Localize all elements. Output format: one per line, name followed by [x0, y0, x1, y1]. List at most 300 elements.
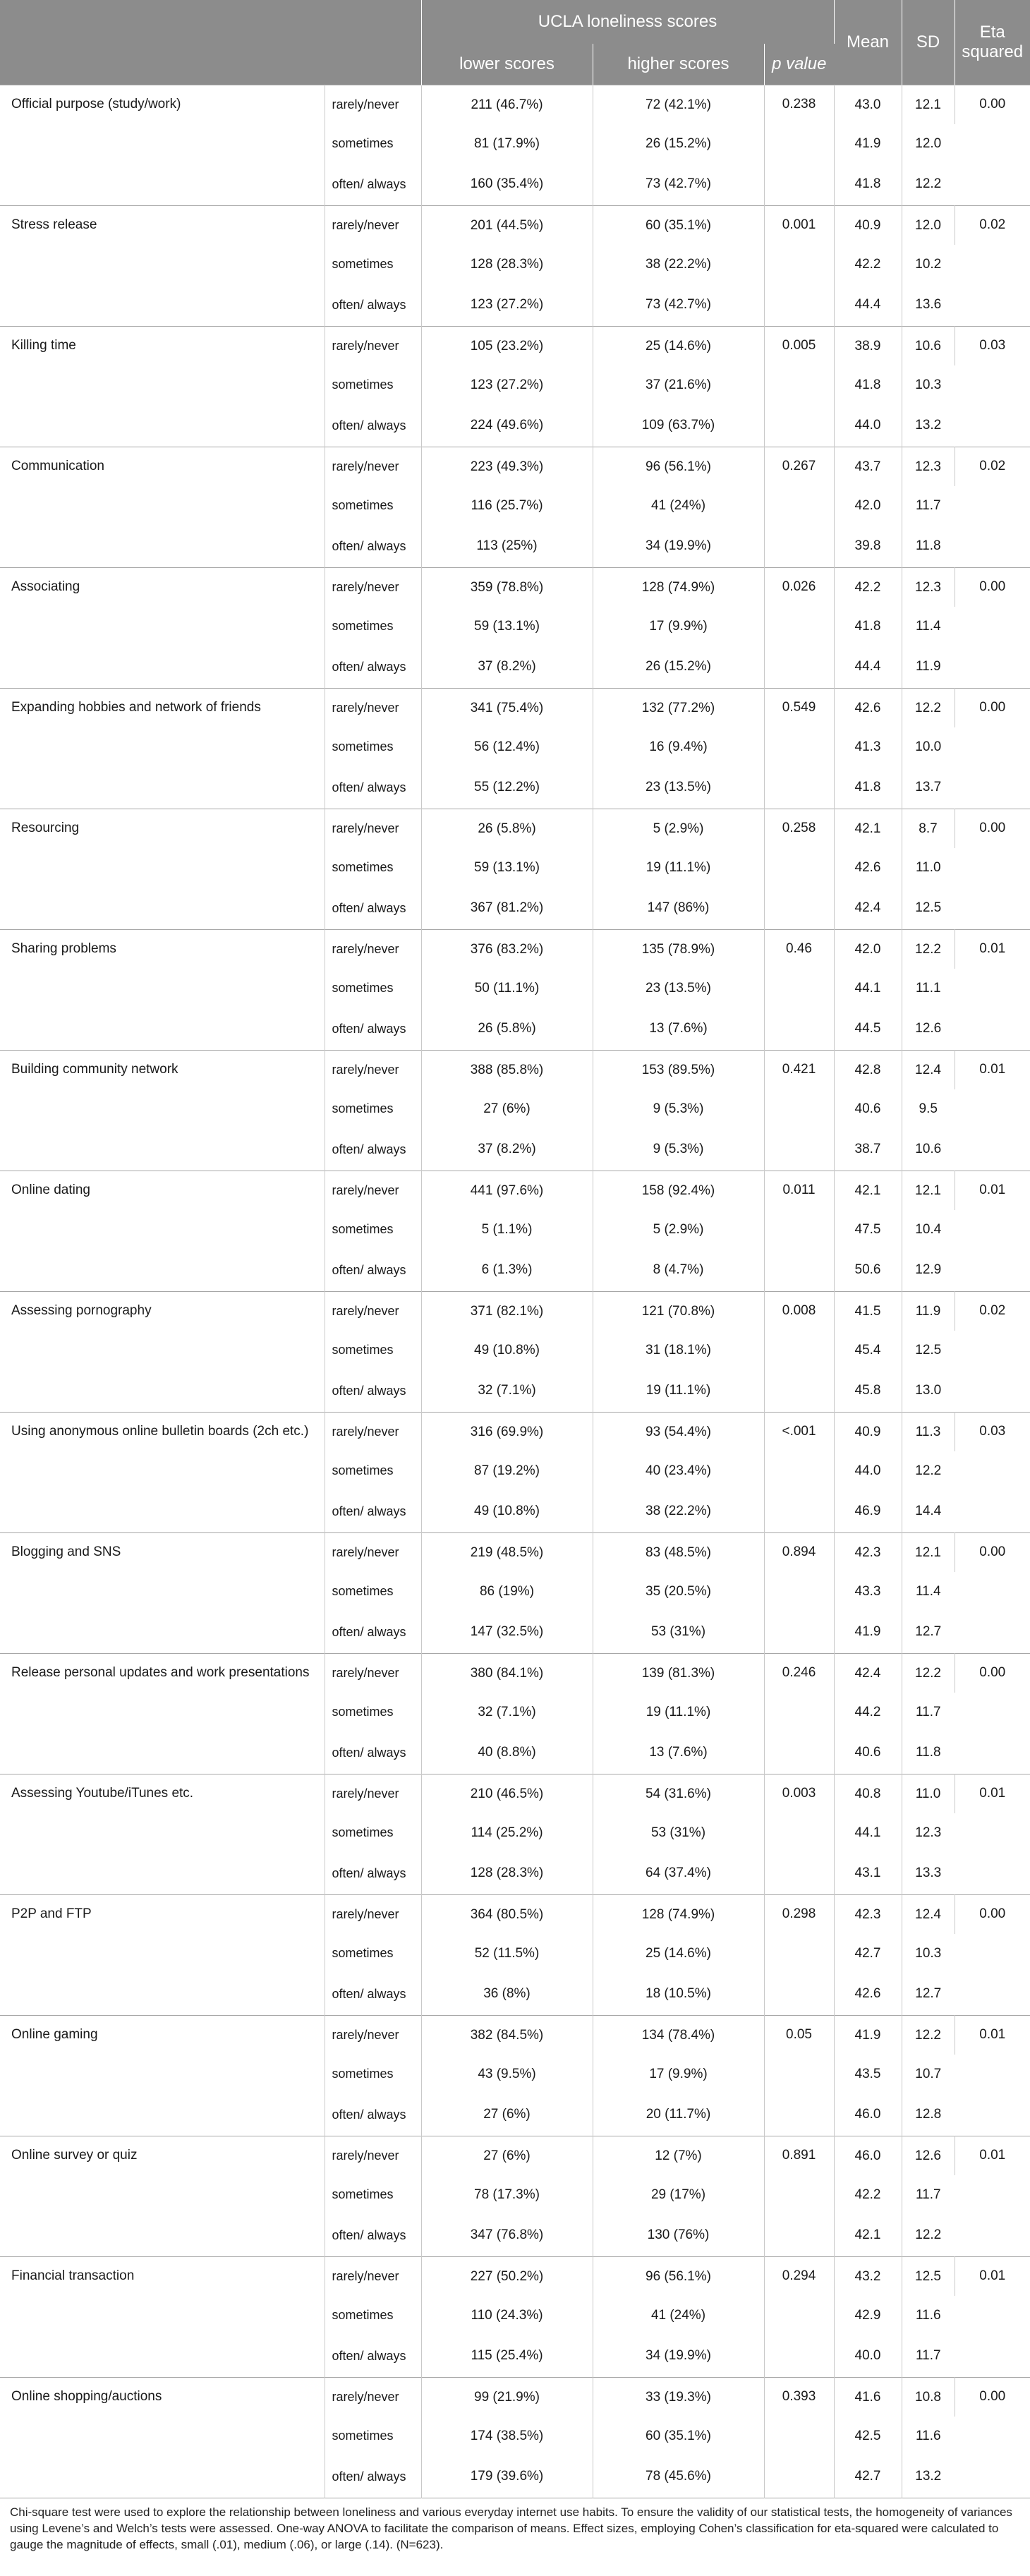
category-cell: Assessing Youtube/iTunes etc. — [0, 1774, 325, 1895]
mean-cell: 41.6 — [834, 2378, 902, 2417]
frequency-level-cell: rarely/never — [325, 2378, 421, 2417]
mean-cell: 42.9 — [834, 2296, 902, 2335]
sd-cell: 12.2 — [915, 176, 942, 191]
higher-scores-cell: 23 (13.5%) — [593, 766, 764, 809]
frequency-level-cell: often/ always — [325, 163, 421, 206]
higher-scores-cell: 34 (19.9%) — [593, 2335, 764, 2378]
frequency-level-cell: sometimes — [325, 727, 421, 766]
sd-cell: 10.7 — [915, 2066, 942, 2081]
mean-cell: 42.8 — [834, 1051, 902, 1090]
frequency-level-cell: rarely/never — [325, 1533, 421, 1573]
sd-cell: 12.2 — [902, 689, 955, 728]
sd-cell: 11.0 — [915, 859, 941, 875]
higher-scores-cell: 23 (13.5%) — [593, 969, 764, 1008]
higher-scores-cell: 38 (22.2%) — [593, 245, 764, 284]
table-row — [0, 2257, 1030, 2297]
header-lower-scores: lower scores — [421, 44, 593, 85]
lower-scores-cell: 123 (27.2%) — [421, 365, 593, 404]
frequency-level-cell: often/ always — [325, 1008, 421, 1051]
table-row — [0, 206, 1030, 246]
category-cell: Associating — [0, 568, 325, 689]
sd-cell: 10.6 — [902, 327, 955, 366]
category-cell: Using anonymous online bulletin boards (2ch etc.) — [0, 1413, 325, 1533]
sd-cell: 11.0 — [902, 1774, 955, 1814]
higher-scores-cell: 19 (11.1%) — [593, 1693, 764, 1731]
frequency-level-cell: rarely/never — [325, 1895, 421, 1935]
eta-squared-cell: 0.01 — [955, 2257, 1030, 2378]
sd-cell: 12.5 — [902, 2257, 955, 2297]
lower-scores-cell: 219 (48.5%) — [421, 1533, 593, 1573]
mean-cell: 40.0 — [834, 2335, 902, 2378]
higher-scores-cell: 96 (56.1%) — [593, 447, 764, 487]
mean-cell: 44.1 — [834, 1813, 902, 1852]
mean-cell: 41.8 — [834, 607, 902, 646]
frequency-level-cell: often/ always — [325, 284, 421, 327]
higher-scores-cell: 17 (9.9%) — [593, 607, 764, 646]
lower-scores-cell: 52 (11.5%) — [421, 1934, 593, 1973]
sd-cell: 12.2 — [902, 2016, 955, 2055]
eta-squared-cell: 0.02 — [955, 447, 1030, 568]
higher-scores-cell: 26 (15.2%) — [593, 124, 764, 163]
mean-cell: 41.8 — [834, 766, 902, 809]
lower-scores-cell: 367 (81.2%) — [421, 887, 593, 930]
sd-cell: 13.2 — [915, 418, 942, 433]
table-footnote: Chi-square test were used to explore the relationship between loneliness and various everyday internet use habits. To ensure the validity of our statistical tests, the homogeneity of variances using Levene’s and Welch’s tests were assessed. One-way ANOVA to facilitate the comparison of means. Effect sizes, employing Cohen’s classification for eta-squared were calculated to gauge the magnitude of effects, small (.01), medium (.06), or large (.14). (N=623). — [10, 2505, 1012, 2551]
lower-scores-cell: 26 (5.8%) — [421, 809, 593, 849]
mean-cell: 42.5 — [834, 2417, 902, 2455]
header-mean: Mean — [834, 0, 902, 85]
higher-scores-cell: 72 (42.1%) — [593, 85, 764, 125]
eta-squared-cell: 0.00 — [955, 1654, 1030, 1774]
sd-cell: 13.3 — [915, 1866, 942, 1880]
table-row — [0, 447, 1030, 487]
higher-scores-cell: 9 (5.3%) — [593, 1089, 764, 1128]
eta-squared-cell: 0.02 — [955, 206, 1030, 327]
higher-scores-cell: 35 (20.5%) — [593, 1572, 764, 1611]
header-sd: SD — [902, 0, 955, 85]
mean-cell: 38.7 — [834, 1128, 902, 1171]
higher-scores-cell: 5 (2.9%) — [593, 809, 764, 849]
eta-squared-cell: 0.03 — [955, 1413, 1030, 1533]
lower-scores-cell: 81 (17.9%) — [421, 124, 593, 163]
sd-cell: 12.2 — [915, 1463, 942, 1478]
p-value-cell: 0.246 — [764, 1654, 834, 1774]
table-row — [0, 1292, 1030, 1331]
table-row — [0, 2378, 1030, 2417]
sd-cell: 10.6 — [915, 1142, 942, 1156]
lower-scores-cell: 49 (10.8%) — [421, 1490, 593, 1533]
mean-cell: 42.6 — [834, 689, 902, 728]
lower-scores-cell: 174 (38.5%) — [421, 2417, 593, 2455]
header-eta: Eta squared — [955, 0, 1030, 85]
mean-cell: 40.9 — [834, 206, 902, 246]
table-body — [0, 85, 1030, 2498]
lower-scores-cell: 40 (8.8%) — [421, 1731, 593, 1774]
higher-scores-cell: 5 (2.9%) — [593, 1210, 764, 1249]
table-row — [0, 1413, 1030, 1452]
sd-cell: 11.6 — [915, 2428, 941, 2443]
mean-cell: 38.9 — [834, 327, 902, 366]
eta-squared-cell: 0.03 — [955, 327, 1030, 447]
table-row — [0, 568, 1030, 607]
mean-cell: 41.8 — [834, 365, 902, 404]
lower-scores-cell: 359 (78.8%) — [421, 568, 593, 607]
p-value-cell: 0.891 — [764, 2136, 834, 2257]
lower-scores-cell: 201 (44.5%) — [421, 206, 593, 246]
sd-cell: 11.7 — [915, 497, 941, 513]
category-cell: Online gaming — [0, 2016, 325, 2136]
mean-cell: 42.3 — [834, 1533, 902, 1573]
frequency-level-cell: often/ always — [325, 1611, 421, 1654]
lower-scores-cell: 32 (7.1%) — [421, 1693, 593, 1731]
mean-cell: 50.6 — [834, 1249, 902, 1292]
p-value-cell: 0.05 — [764, 2016, 834, 2136]
frequency-level-cell: rarely/never — [325, 206, 421, 246]
lower-scores-cell: 87 (19.2%) — [421, 1451, 593, 1490]
eta-squared-cell: 0.01 — [955, 2136, 1030, 2257]
table-row — [0, 1654, 1030, 1693]
sd-cell: 12.4 — [902, 1051, 955, 1090]
mean-cell: 40.8 — [834, 1774, 902, 1814]
sd-cell: 12.5 — [915, 900, 942, 915]
higher-scores-cell: 38 (22.2%) — [593, 1490, 764, 1533]
category-cell: Resourcing — [0, 809, 325, 930]
higher-scores-cell: 135 (78.9%) — [593, 930, 764, 969]
frequency-level-cell: sometimes — [325, 1813, 421, 1852]
lower-scores-cell: 59 (13.1%) — [421, 848, 593, 887]
lower-scores-cell: 49 (10.8%) — [421, 1331, 593, 1369]
frequency-level-cell: sometimes — [325, 969, 421, 1008]
higher-scores-cell: 19 (11.1%) — [593, 1369, 764, 1413]
eta-squared-cell: 0.00 — [955, 2378, 1030, 2498]
frequency-level-cell: rarely/never — [325, 809, 421, 849]
table-row — [0, 327, 1030, 366]
higher-scores-cell: 40 (23.4%) — [593, 1451, 764, 1490]
higher-scores-cell: 19 (11.1%) — [593, 848, 764, 887]
mean-cell: 42.0 — [834, 486, 902, 525]
table-header — [0, 0, 1030, 85]
lower-scores-cell: 59 (13.1%) — [421, 607, 593, 646]
lower-scores-cell: 27 (6%) — [421, 2136, 593, 2176]
sd-cell: 13.7 — [915, 780, 942, 794]
frequency-level-cell: often/ always — [325, 404, 421, 447]
sd-cell: 12.0 — [915, 135, 942, 151]
lower-scores-cell: 160 (35.4%) — [421, 163, 593, 206]
frequency-level-cell: often/ always — [325, 766, 421, 809]
mean-cell: 43.7 — [834, 447, 902, 487]
frequency-level-cell: rarely/never — [325, 2016, 421, 2055]
sd-cell: 12.5 — [915, 1342, 942, 1357]
eta-squared-cell: 0.01 — [955, 1171, 1030, 1292]
lower-scores-cell: 114 (25.2%) — [421, 1813, 593, 1852]
sd-cell: 12.8 — [915, 2107, 942, 2122]
mean-cell: 43.3 — [834, 1572, 902, 1611]
higher-scores-cell: 13 (7.6%) — [593, 1008, 764, 1051]
higher-scores-cell: 20 (11.7%) — [593, 2093, 764, 2136]
category-cell: Financial transaction — [0, 2257, 325, 2378]
sd-cell: 11.7 — [915, 1704, 941, 1719]
frequency-level-cell: sometimes — [325, 1210, 421, 1249]
sd-cell: 12.1 — [902, 1533, 955, 1573]
higher-scores-cell: 29 (17%) — [593, 2175, 764, 2214]
mean-cell: 47.5 — [834, 1210, 902, 1249]
mean-cell: 41.9 — [834, 124, 902, 163]
lower-scores-cell: 128 (28.3%) — [421, 245, 593, 284]
mean-cell: 42.0 — [834, 930, 902, 969]
mean-cell: 42.2 — [834, 568, 902, 607]
higher-scores-cell: 132 (77.2%) — [593, 689, 764, 728]
mean-cell: 45.4 — [834, 1331, 902, 1369]
category-cell: Building community network — [0, 1051, 325, 1171]
mean-cell: 42.4 — [834, 1654, 902, 1693]
category-cell: Online survey or quiz — [0, 2136, 325, 2257]
mean-cell: 39.8 — [834, 525, 902, 568]
category-cell: Killing time — [0, 327, 325, 447]
mean-cell: 42.7 — [834, 1934, 902, 1973]
category-cell: Expanding hobbies and network of friends — [0, 689, 325, 809]
frequency-level-cell: sometimes — [325, 1451, 421, 1490]
sd-cell: 12.6 — [902, 2136, 955, 2176]
higher-scores-cell: 158 (92.4%) — [593, 1171, 764, 1211]
lower-scores-cell: 27 (6%) — [421, 2093, 593, 2136]
frequency-level-cell: often/ always — [325, 646, 421, 689]
frequency-level-cell: sometimes — [325, 2296, 421, 2335]
p-value-cell: 0.421 — [764, 1051, 834, 1171]
higher-scores-cell: 64 (37.4%) — [593, 1852, 764, 1895]
lower-scores-cell: 227 (50.2%) — [421, 2257, 593, 2297]
table-row — [0, 85, 1030, 125]
lower-scores-cell: 224 (49.6%) — [421, 404, 593, 447]
frequency-level-cell: often/ always — [325, 1128, 421, 1171]
higher-scores-cell: 53 (31%) — [593, 1611, 764, 1654]
sd-cell: 12.4 — [902, 1895, 955, 1935]
higher-scores-cell: 31 (18.1%) — [593, 1331, 764, 1369]
eta-squared-cell: 0.01 — [955, 2016, 1030, 2136]
sd-cell: 8.7 — [902, 809, 955, 849]
frequency-level-cell: rarely/never — [325, 85, 421, 125]
mean-cell: 40.9 — [834, 1413, 902, 1452]
higher-scores-cell: 9 (5.3%) — [593, 1128, 764, 1171]
eta-squared-cell: 0.01 — [955, 1774, 1030, 1895]
sd-cell: 10.2 — [915, 256, 942, 272]
mean-cell: 42.3 — [834, 1895, 902, 1935]
mean-cell: 46.9 — [834, 1490, 902, 1533]
frequency-level-cell: sometimes — [325, 1089, 421, 1128]
frequency-level-cell: sometimes — [325, 2175, 421, 2214]
sd-cell: 11.9 — [902, 1292, 955, 1331]
lower-scores-cell: 380 (84.1%) — [421, 1654, 593, 1693]
lower-scores-cell: 388 (85.8%) — [421, 1051, 593, 1090]
eta-squared-cell: 0.02 — [955, 1292, 1030, 1413]
p-value-cell: 0.393 — [764, 2378, 834, 2498]
frequency-level-cell: rarely/never — [325, 1292, 421, 1331]
mean-cell: 42.6 — [834, 1973, 902, 2016]
p-value-cell: 0.298 — [764, 1895, 834, 2016]
frequency-level-cell: sometimes — [325, 607, 421, 646]
higher-scores-cell: 109 (63.7%) — [593, 404, 764, 447]
sd-cell: 11.9 — [915, 659, 941, 674]
frequency-level-cell: often/ always — [325, 2214, 421, 2257]
frequency-level-cell: often/ always — [325, 1731, 421, 1774]
frequency-level-cell: often/ always — [325, 1852, 421, 1895]
lower-scores-cell: 27 (6%) — [421, 1089, 593, 1128]
frequency-level-cell: often/ always — [325, 1249, 421, 1292]
lower-scores-cell: 382 (84.5%) — [421, 2016, 593, 2055]
lower-scores-cell: 86 (19%) — [421, 1572, 593, 1611]
lower-scores-cell: 223 (49.3%) — [421, 447, 593, 487]
lower-scores-cell: 123 (27.2%) — [421, 284, 593, 327]
higher-scores-cell: 41 (24%) — [593, 2296, 764, 2335]
higher-scores-cell: 53 (31%) — [593, 1813, 764, 1852]
category-cell: Online shopping/auctions — [0, 2378, 325, 2498]
higher-scores-cell: 16 (9.4%) — [593, 727, 764, 766]
mean-cell: 43.1 — [834, 1852, 902, 1895]
sd-cell: 12.7 — [915, 1624, 942, 1639]
sd-cell: 10.3 — [915, 1945, 942, 1961]
sd-cell: 12.2 — [902, 930, 955, 969]
p-value-cell: 0.46 — [764, 930, 834, 1051]
higher-scores-cell: 8 (4.7%) — [593, 1249, 764, 1292]
frequency-level-cell: often/ always — [325, 1973, 421, 2016]
lower-scores-cell: 56 (12.4%) — [421, 727, 593, 766]
frequency-level-cell: rarely/never — [325, 447, 421, 487]
mean-cell: 42.1 — [834, 1171, 902, 1211]
p-value-cell: 0.001 — [764, 206, 834, 327]
lower-scores-cell: 43 (9.5%) — [421, 2055, 593, 2093]
higher-scores-cell: 33 (19.3%) — [593, 2378, 764, 2417]
sd-cell: 12.9 — [915, 1262, 942, 1277]
lower-scores-cell: 441 (97.6%) — [421, 1171, 593, 1211]
mean-cell: 42.7 — [834, 2455, 902, 2498]
lower-scores-cell: 210 (46.5%) — [421, 1774, 593, 1814]
mean-cell: 44.5 — [834, 1008, 902, 1051]
frequency-level-cell: often/ always — [325, 1490, 421, 1533]
table-row — [0, 1774, 1030, 1814]
table-row — [0, 689, 1030, 728]
mean-cell: 44.0 — [834, 1451, 902, 1490]
higher-scores-cell: 13 (7.6%) — [593, 1731, 764, 1774]
sd-cell: 13.6 — [915, 297, 942, 312]
mean-cell: 43.5 — [834, 2055, 902, 2093]
sd-cell: 11.4 — [915, 618, 941, 634]
p-value-cell: <.001 — [764, 1413, 834, 1533]
sd-cell: 11.8 — [915, 538, 941, 553]
lower-scores-cell: 364 (80.5%) — [421, 1895, 593, 1935]
mean-cell: 44.4 — [834, 646, 902, 689]
p-value-cell: 0.011 — [764, 1171, 834, 1292]
frequency-level-cell: sometimes — [325, 1572, 421, 1611]
higher-scores-cell: 18 (10.5%) — [593, 1973, 764, 2016]
category-cell: Assessing pornography — [0, 1292, 325, 1413]
mean-cell: 41.5 — [834, 1292, 902, 1331]
mean-cell: 42.2 — [834, 245, 902, 284]
sd-cell: 12.7 — [915, 1986, 942, 2001]
sd-cell: 12.2 — [915, 2227, 942, 2242]
lower-scores-cell: 78 (17.3%) — [421, 2175, 593, 2214]
frequency-level-cell: often/ always — [325, 2335, 421, 2378]
sd-cell: 12.3 — [915, 1825, 942, 1840]
sd-cell: 11.7 — [915, 2348, 941, 2363]
higher-scores-cell: 60 (35.1%) — [593, 2417, 764, 2455]
higher-scores-cell: 17 (9.9%) — [593, 2055, 764, 2093]
sd-cell: 12.3 — [902, 447, 955, 487]
frequency-level-cell: rarely/never — [325, 568, 421, 607]
mean-cell: 42.4 — [834, 887, 902, 930]
frequency-level-cell: rarely/never — [325, 689, 421, 728]
category-cell: Stress release — [0, 206, 325, 327]
table-row — [0, 2136, 1030, 2176]
p-value-cell: 0.005 — [764, 327, 834, 447]
lower-scores-cell: 5 (1.1%) — [421, 1210, 593, 1249]
mean-cell: 41.9 — [834, 2016, 902, 2055]
mean-cell: 42.1 — [834, 2214, 902, 2257]
p-value-cell: 0.003 — [764, 1774, 834, 1895]
sd-cell: 10.3 — [915, 377, 942, 392]
lower-scores-cell: 347 (76.8%) — [421, 2214, 593, 2257]
lower-scores-cell: 376 (83.2%) — [421, 930, 593, 969]
frequency-level-cell: rarely/never — [325, 1654, 421, 1693]
lower-scores-cell: 105 (23.2%) — [421, 327, 593, 366]
higher-scores-cell: 78 (45.6%) — [593, 2455, 764, 2498]
frequency-level-cell: sometimes — [325, 2055, 421, 2093]
table-row — [0, 2016, 1030, 2055]
frequency-level-cell: often/ always — [325, 1369, 421, 1413]
frequency-level-cell: rarely/never — [325, 2257, 421, 2297]
mean-cell: 42.2 — [834, 2175, 902, 2214]
frequency-level-cell: rarely/never — [325, 2136, 421, 2176]
frequency-level-cell: often/ always — [325, 2455, 421, 2498]
sd-cell: 11.3 — [902, 1413, 955, 1452]
sd-cell: 13.2 — [915, 2469, 942, 2484]
table-row — [0, 1171, 1030, 1211]
higher-scores-cell: 54 (31.6%) — [593, 1774, 764, 1814]
p-value-cell: 0.008 — [764, 1292, 834, 1413]
higher-scores-cell: 121 (70.8%) — [593, 1292, 764, 1331]
mean-cell: 44.2 — [834, 1693, 902, 1731]
p-value-cell: 0.894 — [764, 1533, 834, 1654]
p-value-cell: 0.294 — [764, 2257, 834, 2378]
sd-cell: 11.4 — [915, 1583, 941, 1599]
frequency-level-cell: sometimes — [325, 245, 421, 284]
eta-squared-cell: 0.00 — [955, 809, 1030, 930]
table-row — [0, 1895, 1030, 1935]
mean-cell: 45.8 — [834, 1369, 902, 1413]
sd-cell: 11.8 — [915, 1745, 941, 1760]
lower-scores-cell: 341 (75.4%) — [421, 689, 593, 728]
eta-squared-cell: 0.01 — [955, 1051, 1030, 1171]
header-higher-scores: higher scores — [593, 44, 764, 85]
frequency-level-cell: often/ always — [325, 887, 421, 930]
sd-cell: 11.1 — [915, 980, 941, 996]
frequency-level-cell: sometimes — [325, 124, 421, 163]
frequency-level-cell: sometimes — [325, 1331, 421, 1369]
frequency-level-cell: sometimes — [325, 365, 421, 404]
higher-scores-cell: 93 (54.4%) — [593, 1413, 764, 1452]
category-cell: Sharing problems — [0, 930, 325, 1051]
higher-scores-cell: 130 (76%) — [593, 2214, 764, 2257]
lower-scores-cell: 6 (1.3%) — [421, 1249, 593, 1292]
sd-cell: 12.3 — [902, 568, 955, 607]
category-cell: Blogging and SNS — [0, 1533, 325, 1654]
higher-scores-cell: 147 (86%) — [593, 887, 764, 930]
frequency-level-cell: sometimes — [325, 848, 421, 887]
higher-scores-cell: 34 (19.9%) — [593, 525, 764, 568]
category-cell: Official purpose (study/work) — [0, 85, 325, 206]
mean-cell: 40.6 — [834, 1731, 902, 1774]
sd-cell: 11.7 — [915, 2187, 941, 2202]
lower-scores-cell: 37 (8.2%) — [421, 1128, 593, 1171]
sd-cell: 12.2 — [902, 1654, 955, 1693]
